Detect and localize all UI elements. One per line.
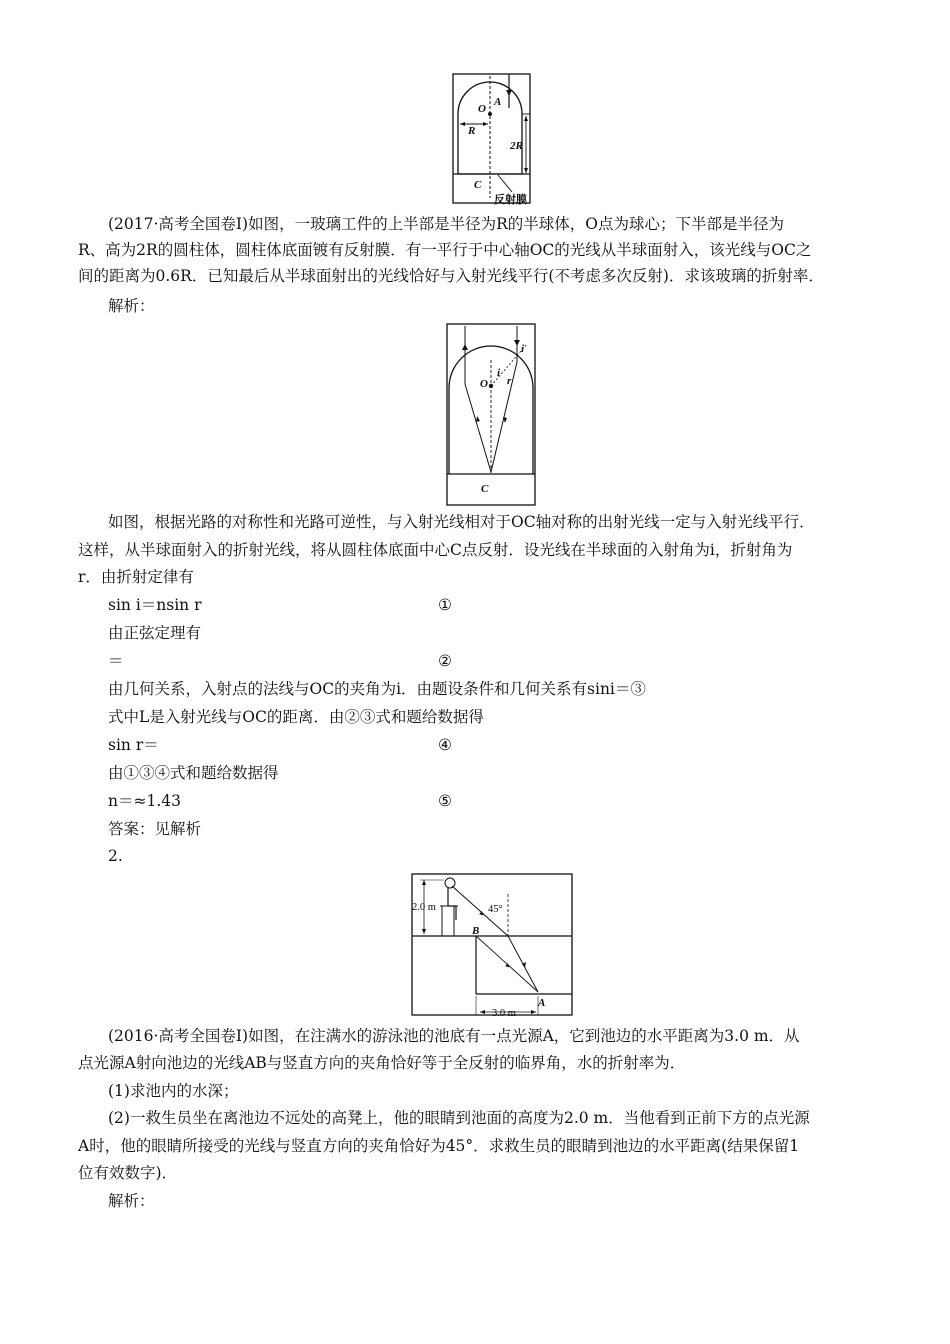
problem1-analysis-label: 解析： — [108, 297, 155, 315]
solution1-p1: 如图，根据光路的对称性和光路可逆性，与入射光线相对于OC轴对称的出射光线一定与入射光线平行． — [108, 513, 815, 531]
equation-1: sin i＝nsin r — [108, 596, 202, 614]
label-angle: 45° — [488, 904, 503, 915]
problem2-question2-line2: A时，他的眼睛所接受的光线与竖直方向的夹角恰好为45°．求救生员的眼睛到池边的水平距离(结果保留1 — [78, 1137, 800, 1155]
solution1-p2: 这样，从半球面射入的折射光线，将从圆柱体底面中心C点反射．设光线在半球面的入射角为i，折射角为 — [78, 541, 793, 559]
solution1-p3: r．由折射定律有 — [78, 568, 194, 586]
problem2-line2: 点光源A射向池边的光线AB与竖直方向的夹角恰好等于全反射的临界角，水的折射率为． — [78, 1054, 686, 1072]
problem2-analysis-label: 解析： — [108, 1192, 155, 1210]
problem2-line1: (2016·高考全国卷Ⅰ)如图，在注满水的游泳池的池底有一点光源A，它到池边的水平距离为3.0 m．从 — [108, 1027, 800, 1045]
label-i-center: i — [497, 367, 501, 379]
item-2-number: 2. — [108, 847, 123, 865]
label-B: B — [472, 925, 480, 937]
problem1-line1: (2017·高考全国卷Ⅰ)如图，一玻璃工件的上半部是半径为R的半球体，O点为球心；下半部是半径为 — [108, 215, 784, 233]
figure-swimming-pool — [410, 872, 574, 1018]
label-distance: 3.0 m — [492, 1008, 516, 1018]
equation-1-number: ① — [438, 596, 452, 614]
solution1-p7: 由①③④式和题给数据得 — [108, 764, 279, 782]
equation-2: ＝ — [108, 652, 124, 670]
figure-light-path — [445, 322, 537, 508]
problem2-question2-line3: 位有效数字)． — [78, 1164, 178, 1182]
equation-5: n＝≈1.43 — [108, 792, 181, 810]
solution1-p4: 由正弦定理有 — [108, 624, 202, 642]
problem2-question1: (1)求池内的水深； — [108, 1082, 239, 1100]
equation-4-number: ④ — [438, 736, 452, 754]
answer-1: 答案：见解析 — [108, 820, 202, 838]
label-i-top: i — [521, 343, 525, 355]
problem1-line3: 间的距离为0.6R．已知最后从半球面射出的光线恰好与入射光线平行(不考虑多次反射)．求该玻璃的折射率． — [78, 267, 824, 285]
label-C: C — [481, 483, 489, 495]
solution1-p6: 式中L是入射光线与OC的距离．由②③式和题给数据得 — [108, 708, 484, 726]
equation-4: sin r＝ — [108, 736, 159, 754]
problem2-question2-line1: (2)一救生员坐在离池边不远处的高凳上，他的眼睛到池面的高度为2.0 m．当他看到正前下方的点光源 — [108, 1109, 810, 1127]
label-r: r — [507, 375, 512, 387]
label-O: O — [480, 378, 488, 390]
problem1-line2: R、高为2R的圆柱体，圆柱体底面镀有反射膜．有一平行于中心轴OC的光线从半球面射入，该光线与OC之 — [78, 241, 812, 259]
label-2R: 2R — [510, 140, 523, 152]
solution1-p5: 由几何关系，入射点的法线与OC的夹角为i．由题设条件和几何关系有sini＝③ — [108, 680, 646, 698]
label-O: O — [478, 103, 486, 115]
label-R: R — [468, 125, 476, 137]
label-reflective-film: 反射膜 — [494, 194, 527, 206]
equation-2-number: ② — [438, 652, 452, 670]
label-A: A — [538, 997, 546, 1009]
label-A: A — [494, 96, 502, 108]
label-C: C — [474, 179, 482, 191]
equation-5-number: ⑤ — [438, 792, 452, 810]
label-height: 2.0 m — [412, 902, 436, 913]
figure-glass-workpiece — [450, 72, 532, 208]
